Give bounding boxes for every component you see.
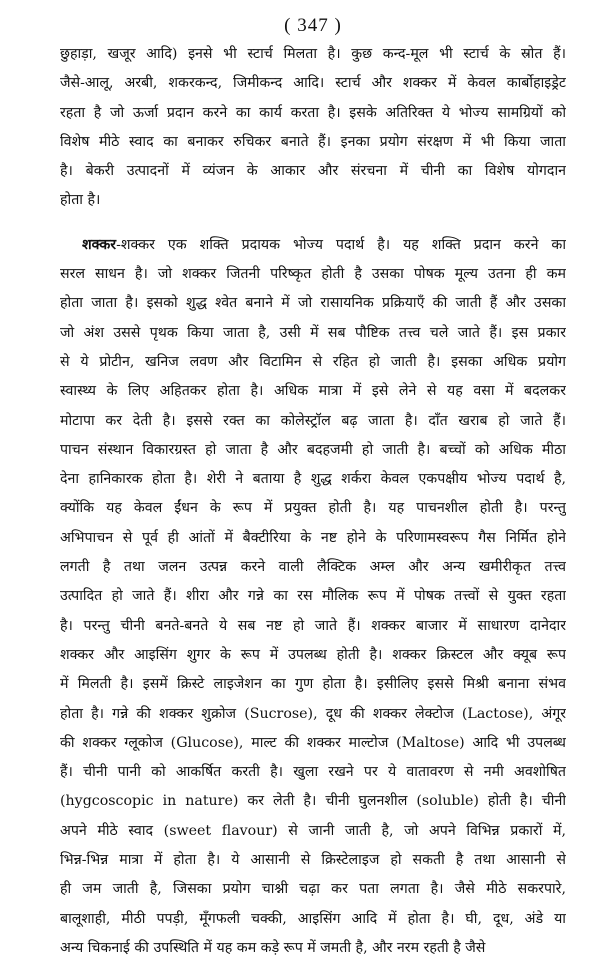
text-line: (hygcoscopic in nature) कर लेती है। चीनी घुलनशील (soluble) होती है। चीनी [60,793,566,810]
text-line: की शक्कर ग्लूकोज (Glucose), माल्ट की शक्कर माल्टोज (Maltose) आदि भी उपलब्ध [60,734,566,751]
text-line-rest: -शक्कर एक शक्ति प्रदायक भोज्य पदार्थ है। यह शक्ति प्रदान करने का [116,236,566,253]
text-line: बालूशाही, मीठी पपड़ी, मूँगफली चक्की, आइसिंग आदि में होता है। घी, दूध, अंडे या [60,910,566,927]
text-line: शक्कर और आइसिंग शुगर के रूप में उपलब्ध होती है। शक्कर क्रिस्टल और क्यूब रूप [60,646,566,663]
text-line: ही जम जाती है, जिसका प्रयोग चाश्नी चढ़ा कर पता लगता है। जैसे मीठे सकरपारे, [60,881,566,898]
text-line: जैसे-आलू, अरबी, शकरकन्द, जिमीकन्द आदि। स्टार्च और शक्कर में केवल कार्बोहाइड्रेट [60,75,566,92]
text-line: हैं। चीनी पानी को आकर्षित करती है। खुला रखने पर ये वातावरण से नमी अवशोषित [60,764,566,781]
text-line: मोटापा कर देती है। इससे रक्त का कोलेस्ट्रॉल बढ़ जाता है। दाँत खराब हो जाते हैं। [60,412,566,429]
text-line: विशेष मीठे स्वाद का बनाकर रुचिकर बनाते हैं। इनका प्रयोग संरक्षण में भी किया जाता [60,133,566,150]
text-line: क्योंकि यह केवल ईंधन के रूप में प्रयुक्त होती है। यह पाचनशील होती है। परन्तु [60,500,566,517]
text-line: होता जाता है। इसको शुद्ध श्वेत बनाने में जो रासायनिक प्रक्रियाएँ की जाती हैं और उसका [60,295,566,312]
text-line: छुहाड़ा, खजूर आदि) इनसे भी स्टार्च मिलता है। कुछ कन्द-मूल भी स्टार्च के स्रोत हैं। [60,46,566,62]
text-line: अभिपाचन से पूर्व ही आंतों में बैक्टीरिया के नष्ट होने के परिणामस्वरूप गैस निर्मित होने [60,529,566,546]
text-line: है। बेकरी उत्पादनों में व्यंजन के आकार और संरचना में चीनी का विशेष योगदान [60,163,566,180]
text-line: सरल साधन है। जो शक्कर जितनी परिष्कृत होती है उसका पोषक मूल्य उतना ही कम [60,266,566,283]
text-line: उत्पादित हो जाते हैं। शीरा और गन्ने का रस मौलिक रूप में पोषक तत्त्वों से युक्त रहता [60,588,566,605]
page-number: ( 347 ) [284,15,342,36]
text-line: में मिलती है। इसमें क्रिस्टे लाइजेशन का गुण होता है। इसीलिए इससे मिश्री बनाना संभव [60,676,566,693]
paragraph-sugar [60,231,566,963]
text-line: पाचन संस्थान विकारग्रस्त हो जाता है और बदहजमी हो जाती है। बच्चों को अधिक मीठा [60,441,566,458]
paragraph-lead-term: शक्कर [82,236,117,253]
text-line: लगती है तथा जलन उत्पन्न करने वाली लैक्टिक अम्ल और अन्य खमीरीकृत तत्त्व [60,559,566,576]
text-line: भिन्न-भिन्न मात्रा में होता है। ये आसानी से क्रिस्टेलाइज हो सकती है तथा आसानी से [60,852,566,869]
paragraph-starch [60,40,566,216]
text-line: देना हानिकारक होता है। शेरी ने बताया है शुद्ध शर्करा केवल एकपक्षीय भोज्य पदार्थ है, [60,471,566,488]
text-line: अन्य चिकनाई की उपस्थिति में यह कम कड़े रूप में जमती है, और नरम रहती है जैसे [60,939,486,956]
text-line: है। परन्तु चीनी बनते-बनते ये सब नष्ट हो जाते हैं। शक्कर बाजार में साधारण दानेदार [60,617,566,634]
text-line: होता है। [60,192,101,209]
text-line: से ये प्रोटीन, खनिज लवण और विटामिन से रहित हो जाती है। इसका अधिक प्रयोग [60,353,566,370]
text-line: स्वास्थ्य के लिए अहितकर होता है। अधिक मात्रा में इसे लेने से यह वसा में बदलकर [60,383,566,400]
text-line: अपने मीठे स्वाद (sweet flavour) से जानी जाती है, जो अपने विभिन्न प्रकारों में, [60,822,566,839]
text-line [60,231,566,260]
text-line: रहता है जो ऊर्जा प्रदान करने का कार्य करता है। इसके अतिरिक्त ये भोज्य सामग्रियों को [60,104,566,121]
text-line: होता है। गन्ने की शक्कर शुक्रोज (Sucrose), दूध की शक्कर लेक्टोज (Lactose), अंगूर [60,705,566,722]
text-line: जो अंश उससे पृथक किया जाता है, उसी में सब पौष्टिक तत्त्व चले जाते हैं। इस प्रकार [60,324,566,341]
